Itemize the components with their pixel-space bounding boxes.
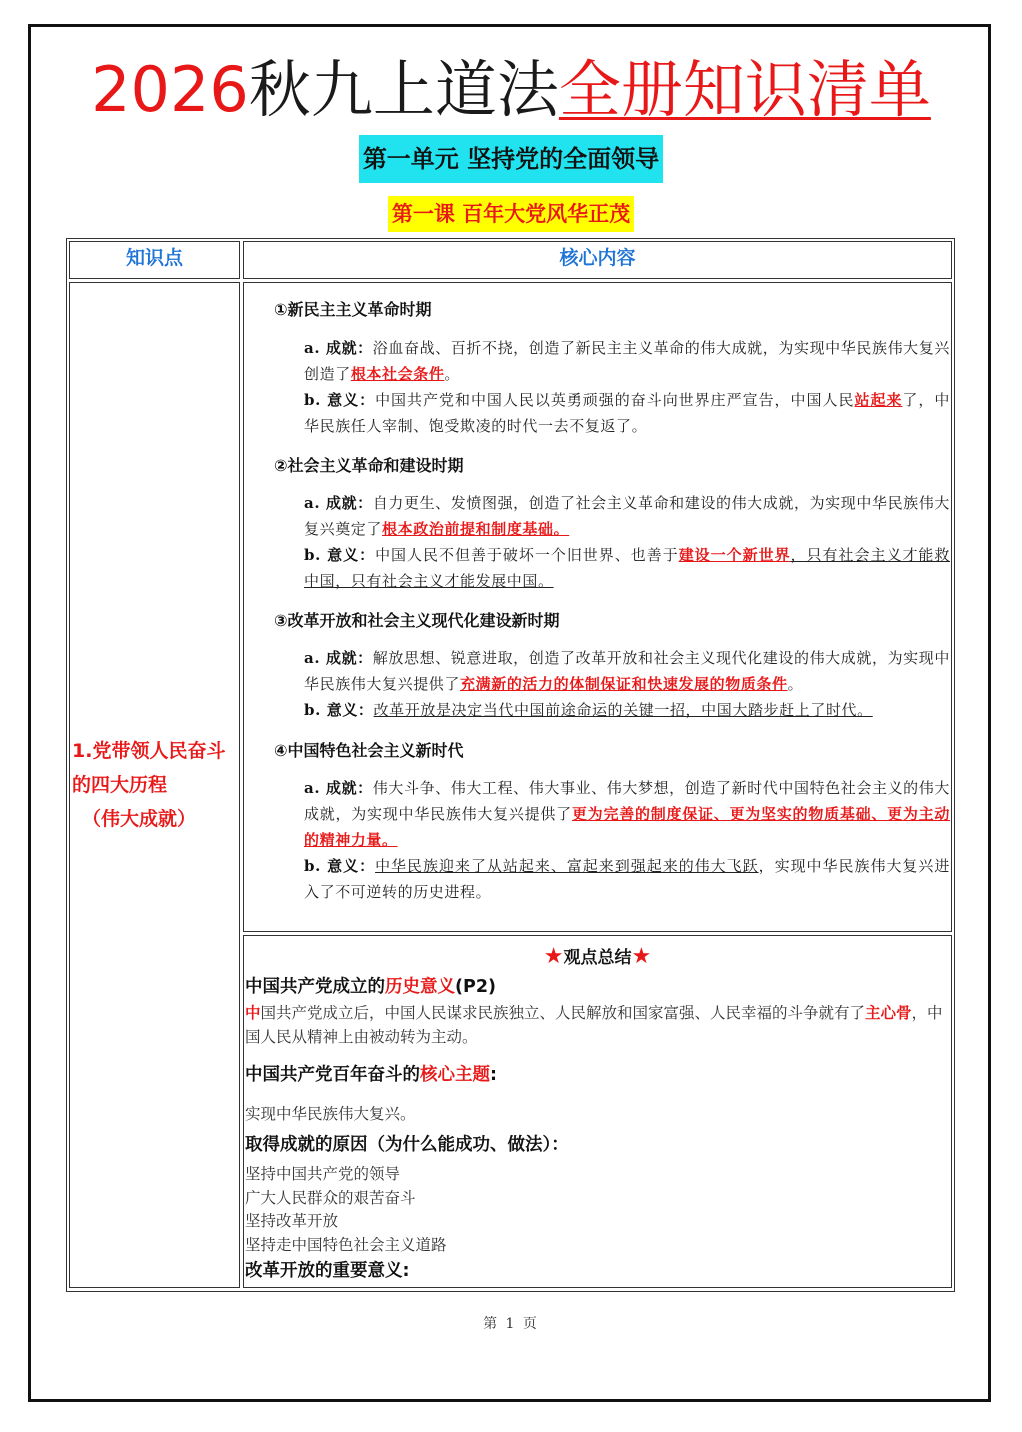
- title-year: 2026: [91, 53, 249, 126]
- period-1-significance: b. 意义：中国共产党和中国人民以英勇顽强的奋斗向世界庄严宣告，中国人民站起来了，中华民族任人宰制、饱受欺凌的时代一去不复返了。: [304, 391, 950, 435]
- core-content-cell: [243, 282, 952, 932]
- star-icon: ★: [631, 944, 652, 969]
- period-1-title: ①新民主主义革命时期: [274, 300, 432, 319]
- period-4-significance: b. 意义：中华民族迎来了从站起来、富起来到强起来的伟大飞跃，实现中华民族伟大复兴进入了不可逆转的历史进程。: [304, 857, 950, 901]
- list-item: 坚持走中国特色社会主义道路: [245, 1235, 447, 1254]
- header-core-content: [243, 241, 952, 279]
- page-title: [0, 48, 1022, 132]
- title-highlight: 全册知识清单: [558, 53, 931, 126]
- header-col2-label: 核心内容: [559, 247, 636, 269]
- period-2-title: ②社会主义革命和建设时期: [274, 456, 464, 475]
- kp-line3: （伟大成就）: [82, 808, 197, 830]
- knowledge-point-label: [70, 734, 242, 836]
- summary-title-label: 观点总结: [563, 948, 632, 968]
- knowledge-table: [66, 238, 955, 1292]
- kp-line2: 的四大历程: [72, 774, 168, 796]
- summary-cell: [243, 935, 952, 1288]
- period-4-achievement: a. 成就：伟大斗争、伟大工程、伟大事业、伟大梦想，创造了新时代中国特色社会主义的伟大成就，为实现中华民族伟大复兴提供了更为完善的制度保证、更为坚实的物质基础、更为主动的精神力量。: [304, 779, 950, 849]
- summary-q1-heading: 中国共产党成立的历史意义(P2): [245, 977, 496, 997]
- header-col1-label: 知识点: [125, 247, 183, 269]
- summary-q2-heading: 中国共产党百年奋斗的核心主题:: [245, 1065, 497, 1085]
- period-3-significance: b. 意义：改革开放是决定当代中国前途命运的关键一招，中国大踏步赶上了时代。: [304, 701, 873, 719]
- star-icon: ★: [543, 944, 564, 969]
- list-item: 坚持改革开放: [245, 1212, 339, 1230]
- period-2-significance: b. 意义：中国人民不但善于破坏一个旧世界、也善于建设一个新世界，只有社会主义才能救中国，只有社会主义才能发展中国。: [304, 546, 951, 590]
- title-subject: 秋九上道法: [248, 53, 559, 126]
- period-2-achievement: a. 成就：自力更生、发愤图强，创造了社会主义革命和建设的伟大成就，为实现中华民族伟大复兴奠定了根本政治前提和制度基础。: [304, 494, 950, 538]
- period-1-achievement: a. 成就：浴血奋战、百折不挠，创造了新民主主义革命的伟大成就，为实现中华民族伟大复兴创造了根本社会条件。: [304, 339, 950, 383]
- list-item: 坚持中国共产党的领导: [245, 1165, 401, 1183]
- summary-q4-heading: 改革开放的重要意义:: [245, 1261, 410, 1281]
- list-item: 广大人民群众的艰苦奋斗: [245, 1188, 416, 1207]
- summary-q3-heading: 取得成就的原因（为什么能成功、做法）：: [245, 1135, 569, 1155]
- unit-title: 第一单元 坚持党的全面领导: [359, 135, 663, 183]
- period-3-achievement: a. 成就：解放思想、锐意进取，创造了改革开放和社会主义现代化建设的伟大成就，为实现中华民族伟大复兴提供了充满新的活力的体制保证和快速发展的物质条件。: [304, 649, 950, 693]
- lesson-title: 第一课 百年大党风华正茂: [388, 196, 634, 232]
- summary-title: [244, 942, 951, 973]
- period-3-title: ③改革开放和社会主义现代化建设新时期: [274, 611, 560, 630]
- period-4-title: ④中国特色社会主义新时代: [274, 741, 464, 760]
- page-number: 第 1 页: [483, 1316, 539, 1332]
- kp-line1: 1.党带领人民奋斗: [72, 740, 226, 762]
- knowledge-point-cell: [69, 282, 240, 1288]
- header-knowledge-point: [69, 241, 240, 279]
- summary-q1-text: 中国共产党成立后，中国人民谋求民族独立、人民解放和国家富强、人民幸福的斗争就有了主心骨，中国人民从精神上由被动转为主动。: [245, 1003, 943, 1046]
- summary-q3-list: [245, 1163, 447, 1257]
- summary-q2-text: 实现中华民族伟大复兴。: [245, 1105, 416, 1123]
